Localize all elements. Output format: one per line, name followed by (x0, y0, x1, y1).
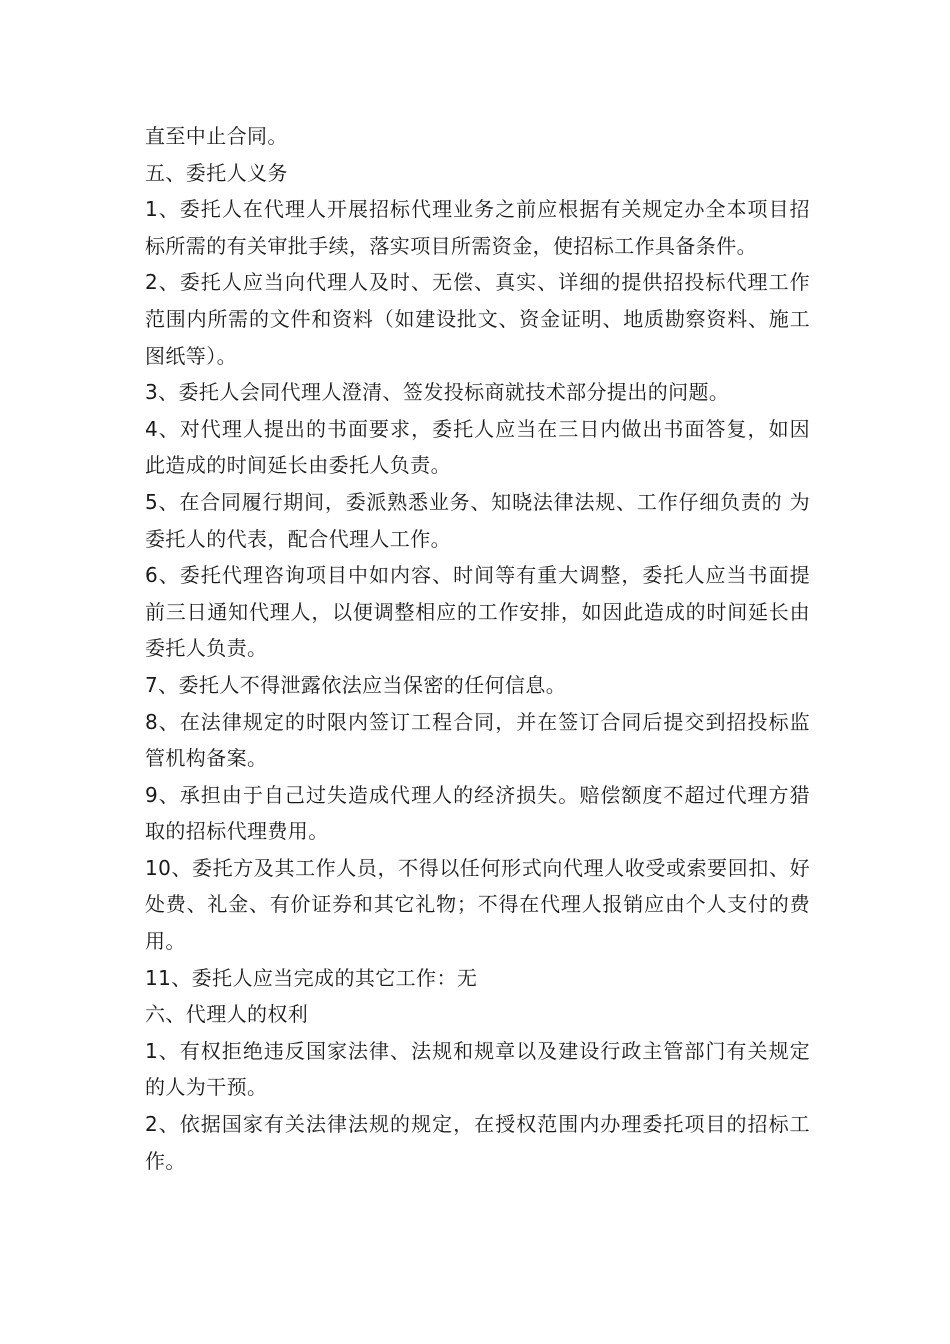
clause-item: 2、委托人应当向代理人及时、无偿、真实、详细的提供招投标代理工作范围内所需的文件和资料（如建设批文、资金证明、地质勘察资料、施工图纸等）。 (145, 270, 810, 368)
clause-item: 9、承担由于自己过失造成代理人的经济损失。赔偿额度不超过代理方猎取的招标代理费用。 (145, 782, 810, 844)
paragraph-continuation: 直至中止合同。 (145, 124, 288, 148)
clause-item: 6、委托代理咨询项目中如内容、时间等有重大调整，委托人应当书面提前三日通知代理人，以便调整相应的工作安排，如因此造成的时间延长由委托人负责。 (145, 563, 810, 661)
clause-item: 10、委托方及其工作人员，不得以任何形式向代理人收受或索要回扣、好处费、礼金、有价证券和其它礼物；不得在代理人报销应由个人支付的费用。 (145, 855, 810, 954)
clause-item: 2、依据国家有关法律法规的规定，在授权范围内办理委托项目的招标工作。 (145, 1112, 810, 1173)
section-heading-client-obligations: 五、委托人义务 (145, 160, 288, 185)
clause-item: 4、对代理人提出的书面要求，委托人应当在三日内做出书面答复，如因此造成的时间延长由委托人负责。 (145, 416, 810, 478)
clause-item: 11、委托人应当完成的其它工作：无 (145, 965, 478, 990)
clause-item: 1、有权拒绝违反国家法律、法规和规章以及建设行政主管部门有关规定的人为干预。 (145, 1038, 810, 1100)
clause-item: 8、在法律规定的时限内签订工程合同，并在签订合同后提交到招投标监管机构备案。 (145, 709, 810, 771)
clause-item: 7、委托人不得泄露依法应当保密的任何信息。 (145, 672, 567, 697)
clause-item: 1、委托人在代理人开展招标代理业务之前应根据有关规定办全本项目招标所需的有关审批手续，落实项目所需资金，使招标工作具备条件。 (145, 197, 810, 258)
document-body (145, 118, 810, 1179)
clause-item: 5、在合同履行期间，委派熟悉业务、知晓法律法规、工作仔细负责的 为委托人的代表，配合代理人工作。 (145, 489, 810, 551)
section-heading-agent-rights: 六、代理人的权利 (145, 1002, 309, 1027)
clause-item: 3、委托人会同代理人澄清、签发投标商就技术部分提出的问题。 (145, 380, 730, 405)
